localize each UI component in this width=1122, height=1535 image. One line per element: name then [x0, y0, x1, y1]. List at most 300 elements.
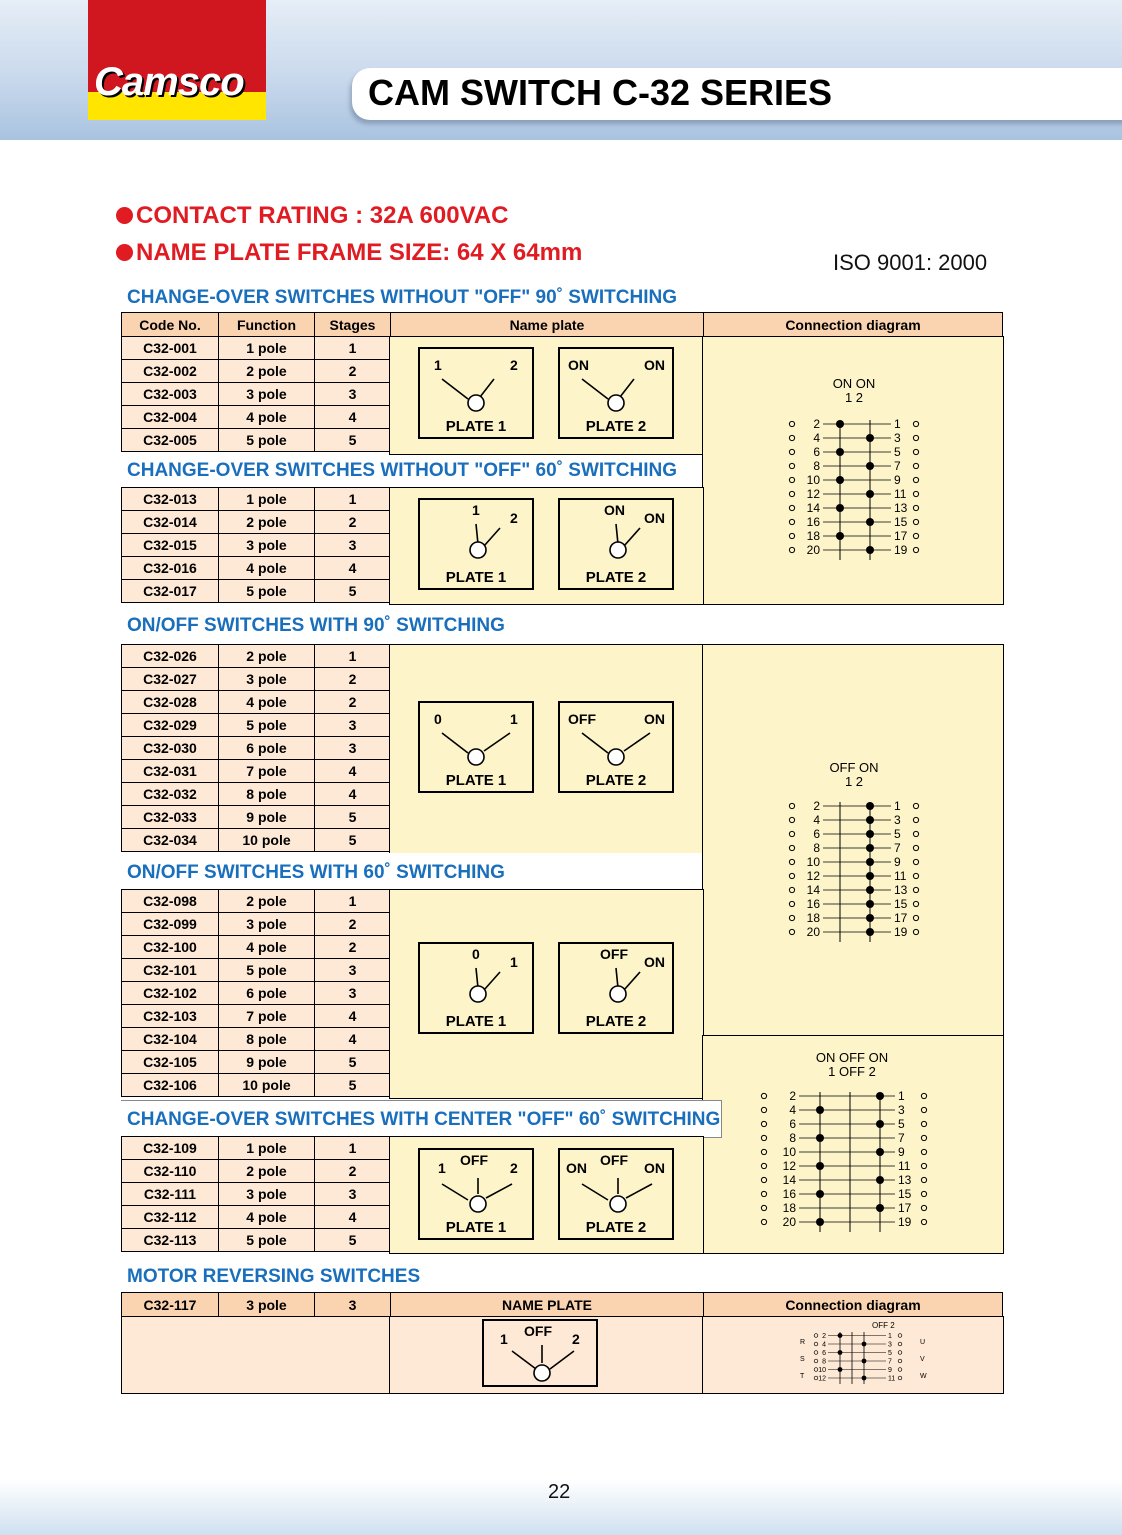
terminal-icon: [789, 533, 794, 538]
terminal-icon: [761, 1149, 766, 1154]
section-title: ON/OFF SWITCHES WITH 90˚ SWITCHING: [127, 615, 505, 636]
stages-cell: 4: [315, 1028, 391, 1051]
page-number: 22: [548, 1481, 571, 1503]
terminal-icon: [761, 1177, 766, 1182]
terminal-left: 20: [806, 543, 820, 557]
table-row: [122, 1028, 391, 1051]
diagram-positions: 1 2: [844, 390, 864, 405]
terminal-left: 2: [822, 1333, 826, 1340]
contact-dot: [836, 448, 844, 456]
terminal-right: 11: [888, 1375, 896, 1383]
terminal-left: 4: [789, 1103, 796, 1117]
stages-cell: 4: [315, 1206, 391, 1229]
motor-header: [121, 1292, 1003, 1317]
contact-dot: [816, 1218, 824, 1226]
terminal-icon: [761, 1093, 766, 1098]
terminal-icon: [921, 1163, 926, 1168]
terminal-right: 15: [894, 515, 908, 529]
table-row: [122, 406, 391, 429]
terminal-right: 1: [898, 1089, 905, 1103]
terminal-icon: [913, 831, 918, 836]
code-cell: C32-029: [122, 714, 219, 737]
motor-blank-cell: [121, 1316, 391, 1394]
stages-cell: 3: [315, 959, 391, 982]
plate-2: OFF ON PLATE 2: [558, 942, 674, 1034]
table-row: [122, 1206, 391, 1229]
table-row: [122, 890, 391, 913]
terminal-icon: [789, 845, 794, 850]
terminal-icon: [789, 803, 794, 808]
stages-cell: 1: [315, 337, 391, 360]
contact-dot: [838, 1350, 843, 1355]
terminal-icon: [913, 491, 918, 496]
code-cell: C32-106: [122, 1074, 219, 1097]
terminal-right: 7: [888, 1358, 892, 1366]
section-title: ON/OFF SWITCHES WITH 60˚ SWITCHING: [127, 862, 505, 883]
contact-dot: [866, 928, 874, 936]
contact-dot: [866, 462, 874, 470]
table-row: [122, 488, 391, 511]
stages-cell: 2: [315, 360, 391, 383]
phase-label: R: [800, 1339, 806, 1346]
terminal-left: 12: [818, 1375, 826, 1383]
plate-2: ON ON PLATE 2: [558, 498, 674, 590]
terminal-left: 14: [782, 1173, 796, 1187]
table-row: [122, 829, 391, 852]
table-row: [122, 737, 391, 760]
table-row: [122, 1051, 391, 1074]
terminal-right: 15: [894, 897, 908, 911]
terminal-right: 7: [894, 459, 901, 473]
bullet-icon: [116, 207, 133, 224]
function-cell: 4 pole: [219, 691, 315, 714]
terminal-icon: [913, 519, 918, 524]
plate-1: 1 2 PLATE 1: [418, 498, 534, 590]
code-cell: C32-017: [122, 580, 219, 603]
contact-dot: [866, 886, 874, 894]
terminal-left: 6: [789, 1117, 796, 1131]
terminal-right: 17: [894, 911, 908, 925]
terminal-left: 20: [806, 925, 820, 939]
contact-dot: [866, 802, 874, 810]
terminal-icon: [789, 449, 794, 454]
contact-dot: [876, 1092, 884, 1100]
terminal-left: 8: [813, 459, 820, 473]
code-cell: C32-014: [122, 511, 219, 534]
plate-2: OFF ON PLATE 2: [558, 701, 674, 793]
function-cell: 5 pole: [219, 429, 315, 452]
function-cell: 1 pole: [219, 1137, 315, 1160]
terminal-right: 3: [898, 1103, 905, 1117]
stages-cell: 2: [315, 668, 391, 691]
contact-dot: [876, 1120, 884, 1128]
contact-dot: [866, 434, 874, 442]
code-cell: C32-109: [122, 1137, 219, 1160]
function-cell: 3 pole: [219, 383, 315, 406]
contact-dot: [866, 830, 874, 838]
stages-cell: 3: [315, 1183, 391, 1206]
rows-table: [121, 336, 391, 452]
col-name-plate: Name plate: [391, 313, 704, 337]
terminal-left: 4: [813, 813, 820, 827]
col-function: Function: [219, 313, 315, 337]
terminal-icon: [761, 1107, 766, 1112]
terminal-left: 18: [782, 1201, 796, 1215]
frame-size: NAME PLATE FRAME SIZE: 64 X 64mm: [116, 239, 582, 267]
plate-1: 0 1 PLATE 1: [418, 701, 534, 793]
terminal-icon: [913, 859, 918, 864]
table-row: [122, 982, 391, 1005]
code-cell: C32-003: [122, 383, 219, 406]
terminal-icon: [789, 505, 794, 510]
terminal-left: 8: [813, 841, 820, 855]
function-cell: 8 pole: [219, 1028, 315, 1051]
function-cell: 2 pole: [219, 511, 315, 534]
terminal-right: 17: [894, 529, 908, 543]
table-row: [122, 913, 391, 936]
table-row: [122, 1074, 391, 1097]
stages-cell: 5: [315, 429, 391, 452]
terminal-right: 7: [894, 841, 901, 855]
table-row: [122, 511, 391, 534]
motor-stages: 3: [315, 1293, 391, 1317]
table-row: [122, 1137, 391, 1160]
terminal-left: 4: [822, 1341, 826, 1349]
table-row: [122, 360, 391, 383]
camsco-logo: [88, 0, 266, 120]
stages-cell: 2: [315, 936, 391, 959]
code-cell: C32-103: [122, 1005, 219, 1028]
terminal-right: 1: [888, 1333, 892, 1340]
terminal-left: 6: [813, 827, 820, 841]
plate-1: 0 1 PLATE 1: [418, 942, 534, 1034]
code-cell: C32-030: [122, 737, 219, 760]
contact-dot: [838, 1333, 843, 1338]
terminal-right: 9: [888, 1367, 892, 1374]
terminal-icon: [913, 845, 918, 850]
stages-cell: 2: [315, 511, 391, 534]
code-cell: C32-110: [122, 1160, 219, 1183]
contact-dot: [866, 546, 874, 554]
terminal-right: 19: [894, 543, 908, 557]
terminal-right: 13: [898, 1173, 912, 1187]
terminal-left: 2: [789, 1089, 796, 1103]
terminal-right: 5: [894, 445, 901, 459]
terminal-left: 16: [806, 897, 820, 911]
table-row: [122, 806, 391, 829]
terminal-icon: [789, 463, 794, 468]
contact-dot: [866, 844, 874, 852]
terminal-icon: [789, 859, 794, 864]
terminal-icon: [913, 873, 918, 878]
terminal-icon: [921, 1107, 926, 1112]
stages-cell: 5: [315, 1229, 391, 1252]
terminal-icon: [913, 929, 918, 934]
stages-cell: 3: [315, 982, 391, 1005]
terminal-left: 2: [813, 799, 820, 813]
code-cell: C32-015: [122, 534, 219, 557]
motor-connection-diagram: [790, 1318, 940, 1390]
contact-dot: [816, 1190, 824, 1198]
table-row: [122, 580, 391, 603]
terminal-icon: [789, 929, 794, 934]
terminal-left: 10: [782, 1145, 796, 1159]
function-cell: 9 pole: [219, 806, 315, 829]
function-cell: 7 pole: [219, 760, 315, 783]
terminal-icon: [789, 477, 794, 482]
code-cell: C32-104: [122, 1028, 219, 1051]
terminal-icon: [789, 519, 794, 524]
terminal-right: 1: [894, 417, 901, 431]
terminal-icon: [761, 1191, 766, 1196]
stages-cell: 2: [315, 1160, 391, 1183]
motor-function: 3 pole: [219, 1293, 315, 1317]
section-title: CHANGE-OVER SWITCHES WITHOUT "OFF" 90˚ SWITCHING: [127, 287, 678, 308]
logo-text: Camsco: [94, 60, 244, 104]
terminal-right: 11: [894, 487, 907, 501]
function-cell: 7 pole: [219, 1005, 315, 1028]
terminal-right: 13: [894, 501, 908, 515]
function-cell: 5 pole: [219, 1229, 315, 1252]
section-title: CHANGE-OVER SWITCHES WITH CENTER "OFF" 60˚ SWITCHING: [127, 1109, 721, 1130]
table-row: [122, 668, 391, 691]
table-row: [122, 783, 391, 806]
terminal-left: 14: [806, 883, 820, 897]
function-cell: 6 pole: [219, 737, 315, 760]
terminal-icon: [789, 901, 794, 906]
terminal-icon: [789, 491, 794, 496]
stages-cell: 4: [315, 557, 391, 580]
terminal-icon: [913, 463, 918, 468]
stages-cell: 1: [315, 1137, 391, 1160]
code-cell: C32-098: [122, 890, 219, 913]
terminal-left: 12: [806, 487, 820, 501]
table-row: [122, 1183, 391, 1206]
table-row: [122, 760, 391, 783]
table-row: [122, 429, 391, 452]
function-cell: 3 pole: [219, 668, 315, 691]
terminal-icon: [921, 1177, 926, 1182]
terminal-left: 6: [822, 1350, 826, 1357]
diagram-heading: OFF 2: [872, 1321, 895, 1330]
diagram-heading: OFF ON: [829, 760, 879, 775]
rows-table: [121, 1136, 391, 1252]
function-cell: 1 pole: [219, 488, 315, 511]
plate-1: 1 OFF 2 PLATE 1: [418, 1148, 534, 1240]
function-cell: 2 pole: [219, 360, 315, 383]
code-cell: C32-001: [122, 337, 219, 360]
table-row: [122, 691, 391, 714]
terminal-right: 13: [894, 883, 908, 897]
terminal-left: 18: [806, 911, 820, 925]
phase-label: V: [920, 1356, 925, 1363]
terminal-left: 12: [806, 869, 820, 883]
motor-code: C32-117: [122, 1293, 219, 1317]
code-cell: C32-105: [122, 1051, 219, 1074]
stages-cell: 2: [315, 913, 391, 936]
section-title: CHANGE-OVER SWITCHES WITHOUT "OFF" 60˚ SWITCHING: [127, 460, 678, 481]
terminal-icon: [913, 817, 918, 822]
terminal-icon: [921, 1205, 926, 1210]
contact-dot: [876, 1176, 884, 1184]
terminal-left: 16: [806, 515, 820, 529]
terminal-left: 2: [813, 417, 820, 431]
contact-dot: [876, 1148, 884, 1156]
stages-cell: 5: [315, 829, 391, 852]
contact-dot: [816, 1162, 824, 1170]
stages-cell: 4: [315, 783, 391, 806]
terminal-icon: [913, 803, 918, 808]
contact-dot: [816, 1106, 824, 1114]
contact-dot: [876, 1204, 884, 1212]
terminal-left: 8: [822, 1358, 826, 1366]
terminal-right: 5: [898, 1117, 905, 1131]
function-cell: 5 pole: [219, 580, 315, 603]
contact-dot: [836, 420, 844, 428]
function-cell: 5 pole: [219, 959, 315, 982]
terminal-right: 5: [888, 1350, 892, 1357]
iso-label: ISO 9001: 2000: [833, 250, 988, 275]
table-row: [122, 557, 391, 580]
contact-dot: [836, 504, 844, 512]
terminal-right: 15: [898, 1187, 912, 1201]
terminal-right: 19: [898, 1215, 912, 1229]
terminal-icon: [921, 1121, 926, 1126]
terminal-left: 18: [806, 529, 820, 543]
terminal-right: 1: [894, 799, 901, 813]
terminal-right: 3: [888, 1341, 892, 1349]
terminal-icon: [913, 533, 918, 538]
table-row: [122, 645, 391, 668]
terminal-icon: [761, 1163, 766, 1168]
diagram-positions: 1 2: [844, 774, 864, 789]
code-cell: C32-112: [122, 1206, 219, 1229]
terminal-left: 8: [789, 1131, 796, 1145]
terminal-left: 6: [813, 445, 820, 459]
contact-dot: [862, 1342, 867, 1347]
col-connection: Connection diagram: [704, 313, 1003, 337]
code-cell: C32-033: [122, 806, 219, 829]
page-title: CAM SWITCH C-32 SERIES: [368, 72, 833, 113]
function-cell: 3 pole: [219, 534, 315, 557]
onoff-connection-diagram: [760, 758, 950, 948]
phase-label: W: [920, 1373, 927, 1380]
code-cell: C32-100: [122, 936, 219, 959]
terminal-icon: [921, 1219, 926, 1224]
terminal-right: 9: [898, 1145, 905, 1159]
contact-dot: [836, 476, 844, 484]
rows-table: [121, 889, 391, 1097]
code-cell: C32-102: [122, 982, 219, 1005]
table-row: [122, 959, 391, 982]
function-cell: 9 pole: [219, 1051, 315, 1074]
code-cell: C32-005: [122, 429, 219, 452]
section-title: MOTOR REVERSING SWITCHES: [127, 1266, 421, 1287]
center-off-connection-diagram: [740, 1048, 980, 1238]
function-cell: 2 pole: [219, 1160, 315, 1183]
terminal-left: 16: [782, 1187, 796, 1201]
function-cell: 6 pole: [219, 982, 315, 1005]
phase-label: S: [800, 1356, 805, 1363]
changeover-connection-diagram: [760, 374, 950, 564]
stages-cell: 3: [315, 714, 391, 737]
contact-rating: CONTACT RATING : 32A 600VAC: [116, 202, 508, 230]
function-cell: 4 pole: [219, 406, 315, 429]
code-cell: C32-013: [122, 488, 219, 511]
table-row: [122, 534, 391, 557]
terminal-left: 14: [806, 501, 820, 515]
contact-dot: [862, 1359, 867, 1364]
terminal-icon: [913, 901, 918, 906]
terminal-icon: [789, 547, 794, 552]
diagram-positions: 1 OFF 2: [828, 1064, 876, 1079]
table-row: [122, 337, 391, 360]
terminal-icon: [789, 831, 794, 836]
function-cell: 10 pole: [219, 829, 315, 852]
stages-cell: 3: [315, 383, 391, 406]
terminal-icon: [761, 1135, 766, 1140]
code-cell: C32-113: [122, 1229, 219, 1252]
terminal-right: 3: [894, 813, 901, 827]
stages-cell: 1: [315, 645, 391, 668]
phase-label: T: [800, 1373, 805, 1380]
contact-dot: [866, 816, 874, 824]
contact-dot: [866, 872, 874, 880]
motor-connection-header: Connection diagram: [704, 1293, 1003, 1317]
diagram-heading: ON OFF ON: [815, 1050, 889, 1065]
contact-dot: [866, 490, 874, 498]
function-cell: 8 pole: [219, 783, 315, 806]
phase-label: U: [920, 1339, 926, 1346]
code-cell: C32-016: [122, 557, 219, 580]
terminal-right: 11: [898, 1159, 911, 1173]
stages-cell: 1: [315, 488, 391, 511]
terminal-icon: [921, 1093, 926, 1098]
terminal-right: 9: [894, 473, 901, 487]
terminal-icon: [913, 547, 918, 552]
col-stages: Stages: [315, 313, 391, 337]
terminal-icon: [761, 1121, 766, 1126]
terminal-icon: [913, 887, 918, 892]
diagram-heading: ON ON: [832, 376, 876, 391]
stages-cell: 3: [315, 534, 391, 557]
terminal-right: 17: [898, 1201, 912, 1215]
table-row: [122, 1229, 391, 1252]
table-row: [122, 1005, 391, 1028]
table-row: [122, 714, 391, 737]
terminal-icon: [913, 435, 918, 440]
stages-cell: 5: [315, 1074, 391, 1097]
contact-dot: [838, 1367, 843, 1372]
table-row: [122, 1160, 391, 1183]
terminal-icon: [789, 817, 794, 822]
terminal-right: 3: [894, 431, 901, 445]
terminal-icon: [913, 915, 918, 920]
stages-cell: 2: [315, 691, 391, 714]
terminal-icon: [921, 1191, 926, 1196]
code-cell: C32-111: [122, 1183, 219, 1206]
stages-cell: 5: [315, 806, 391, 829]
terminal-left: 20: [782, 1215, 796, 1229]
stages-cell: 4: [315, 406, 391, 429]
terminal-icon: [789, 915, 794, 920]
terminal-icon: [913, 505, 918, 510]
code-cell: C32-028: [122, 691, 219, 714]
code-cell: C32-101: [122, 959, 219, 982]
contact-dot: [862, 1376, 867, 1381]
terminal-icon: [921, 1149, 926, 1154]
plate-2: ON ON PLATE 2: [558, 347, 674, 439]
